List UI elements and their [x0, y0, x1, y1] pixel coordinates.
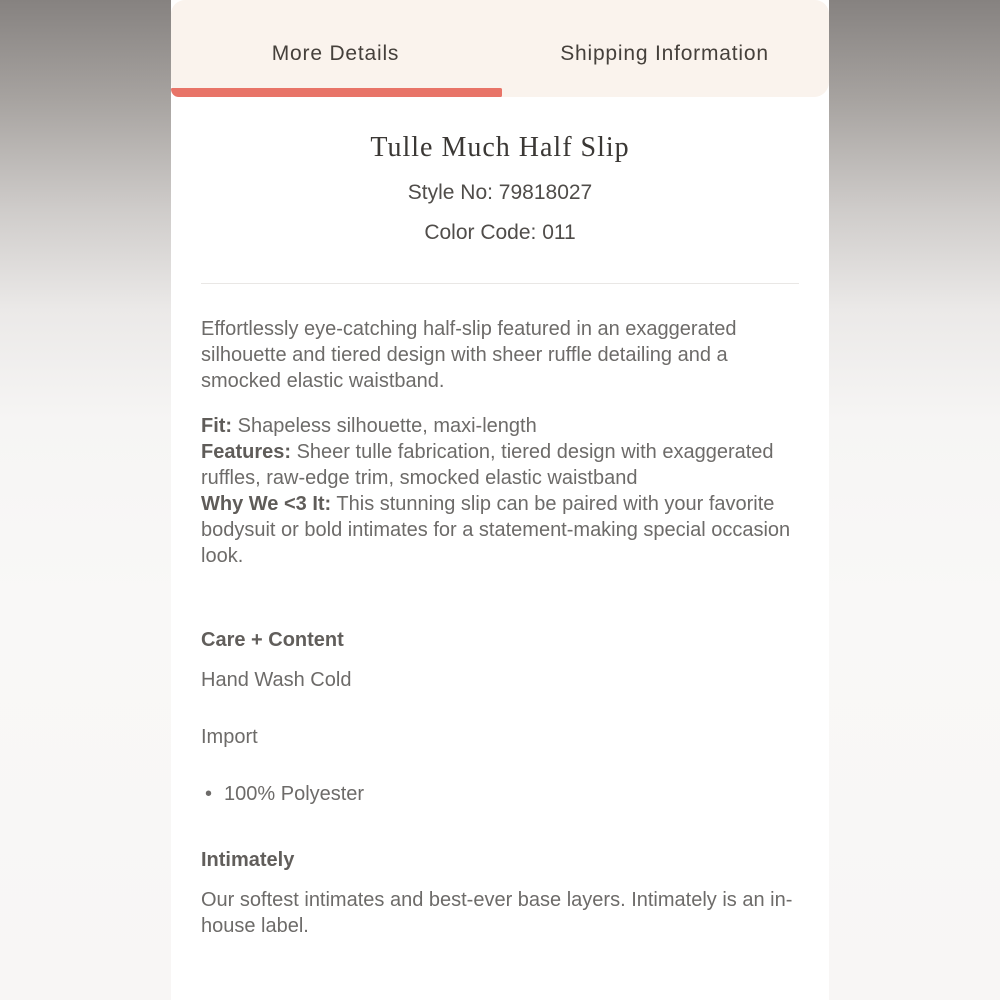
why-we-love-it-line	[201, 491, 799, 569]
features-line	[201, 439, 799, 491]
active-tab-indicator	[171, 88, 502, 97]
divider	[201, 283, 799, 284]
details-tabbar	[171, 0, 829, 97]
tab-more-details-label: More Details	[271, 41, 400, 65]
more-details-panel	[171, 131, 829, 939]
features-label: Features:	[201, 441, 292, 463]
care-wash-instruction: Hand Wash Cold	[201, 669, 352, 691]
brand-heading: Intimately	[201, 849, 295, 871]
features-text: Sheer tulle fabrication, tiered design with exaggerated ruffles, raw-edge trim, smocked elastic waistband	[201, 441, 774, 489]
product-details-card	[171, 0, 829, 1000]
product-description: Effortlessly eye-catching half-slip featured in an exaggerated silhouette and tiered design with sheer ruffle detailing and a smocked elastic waistband.	[201, 318, 737, 392]
tab-shipping-information-label: Shipping Information	[560, 41, 769, 65]
style-number: Style No: 79818027	[407, 181, 593, 204]
tab-more-details[interactable]	[171, 0, 500, 97]
color-code: Color Code: 011	[424, 221, 576, 244]
care-origin: Import	[201, 726, 258, 748]
tab-shipping-information[interactable]	[500, 0, 829, 97]
fit-line	[201, 413, 799, 439]
product-title: Tulle Much Half Slip	[370, 132, 630, 163]
material-text: 100% Polyester	[224, 783, 365, 805]
fit-label: Fit:	[201, 415, 233, 437]
why-we-love-it-text: This stunning slip can be paired with your favorite bodysuit or bold intimates for a statement-making special occasion look.	[201, 493, 791, 567]
why-we-love-it-label: Why We <3 It:	[201, 493, 332, 515]
product-feature-list	[201, 413, 799, 569]
bullet-icon: •	[205, 783, 213, 805]
materials-list	[201, 781, 799, 807]
brand-description: Our softest intimates and best-ever base layers. Intimately is an in-house label.	[201, 889, 793, 937]
fit-text: Shapeless silhouette, maxi-length	[232, 415, 537, 437]
care-content-heading: Care + Content	[201, 629, 344, 651]
list-item	[201, 781, 799, 807]
